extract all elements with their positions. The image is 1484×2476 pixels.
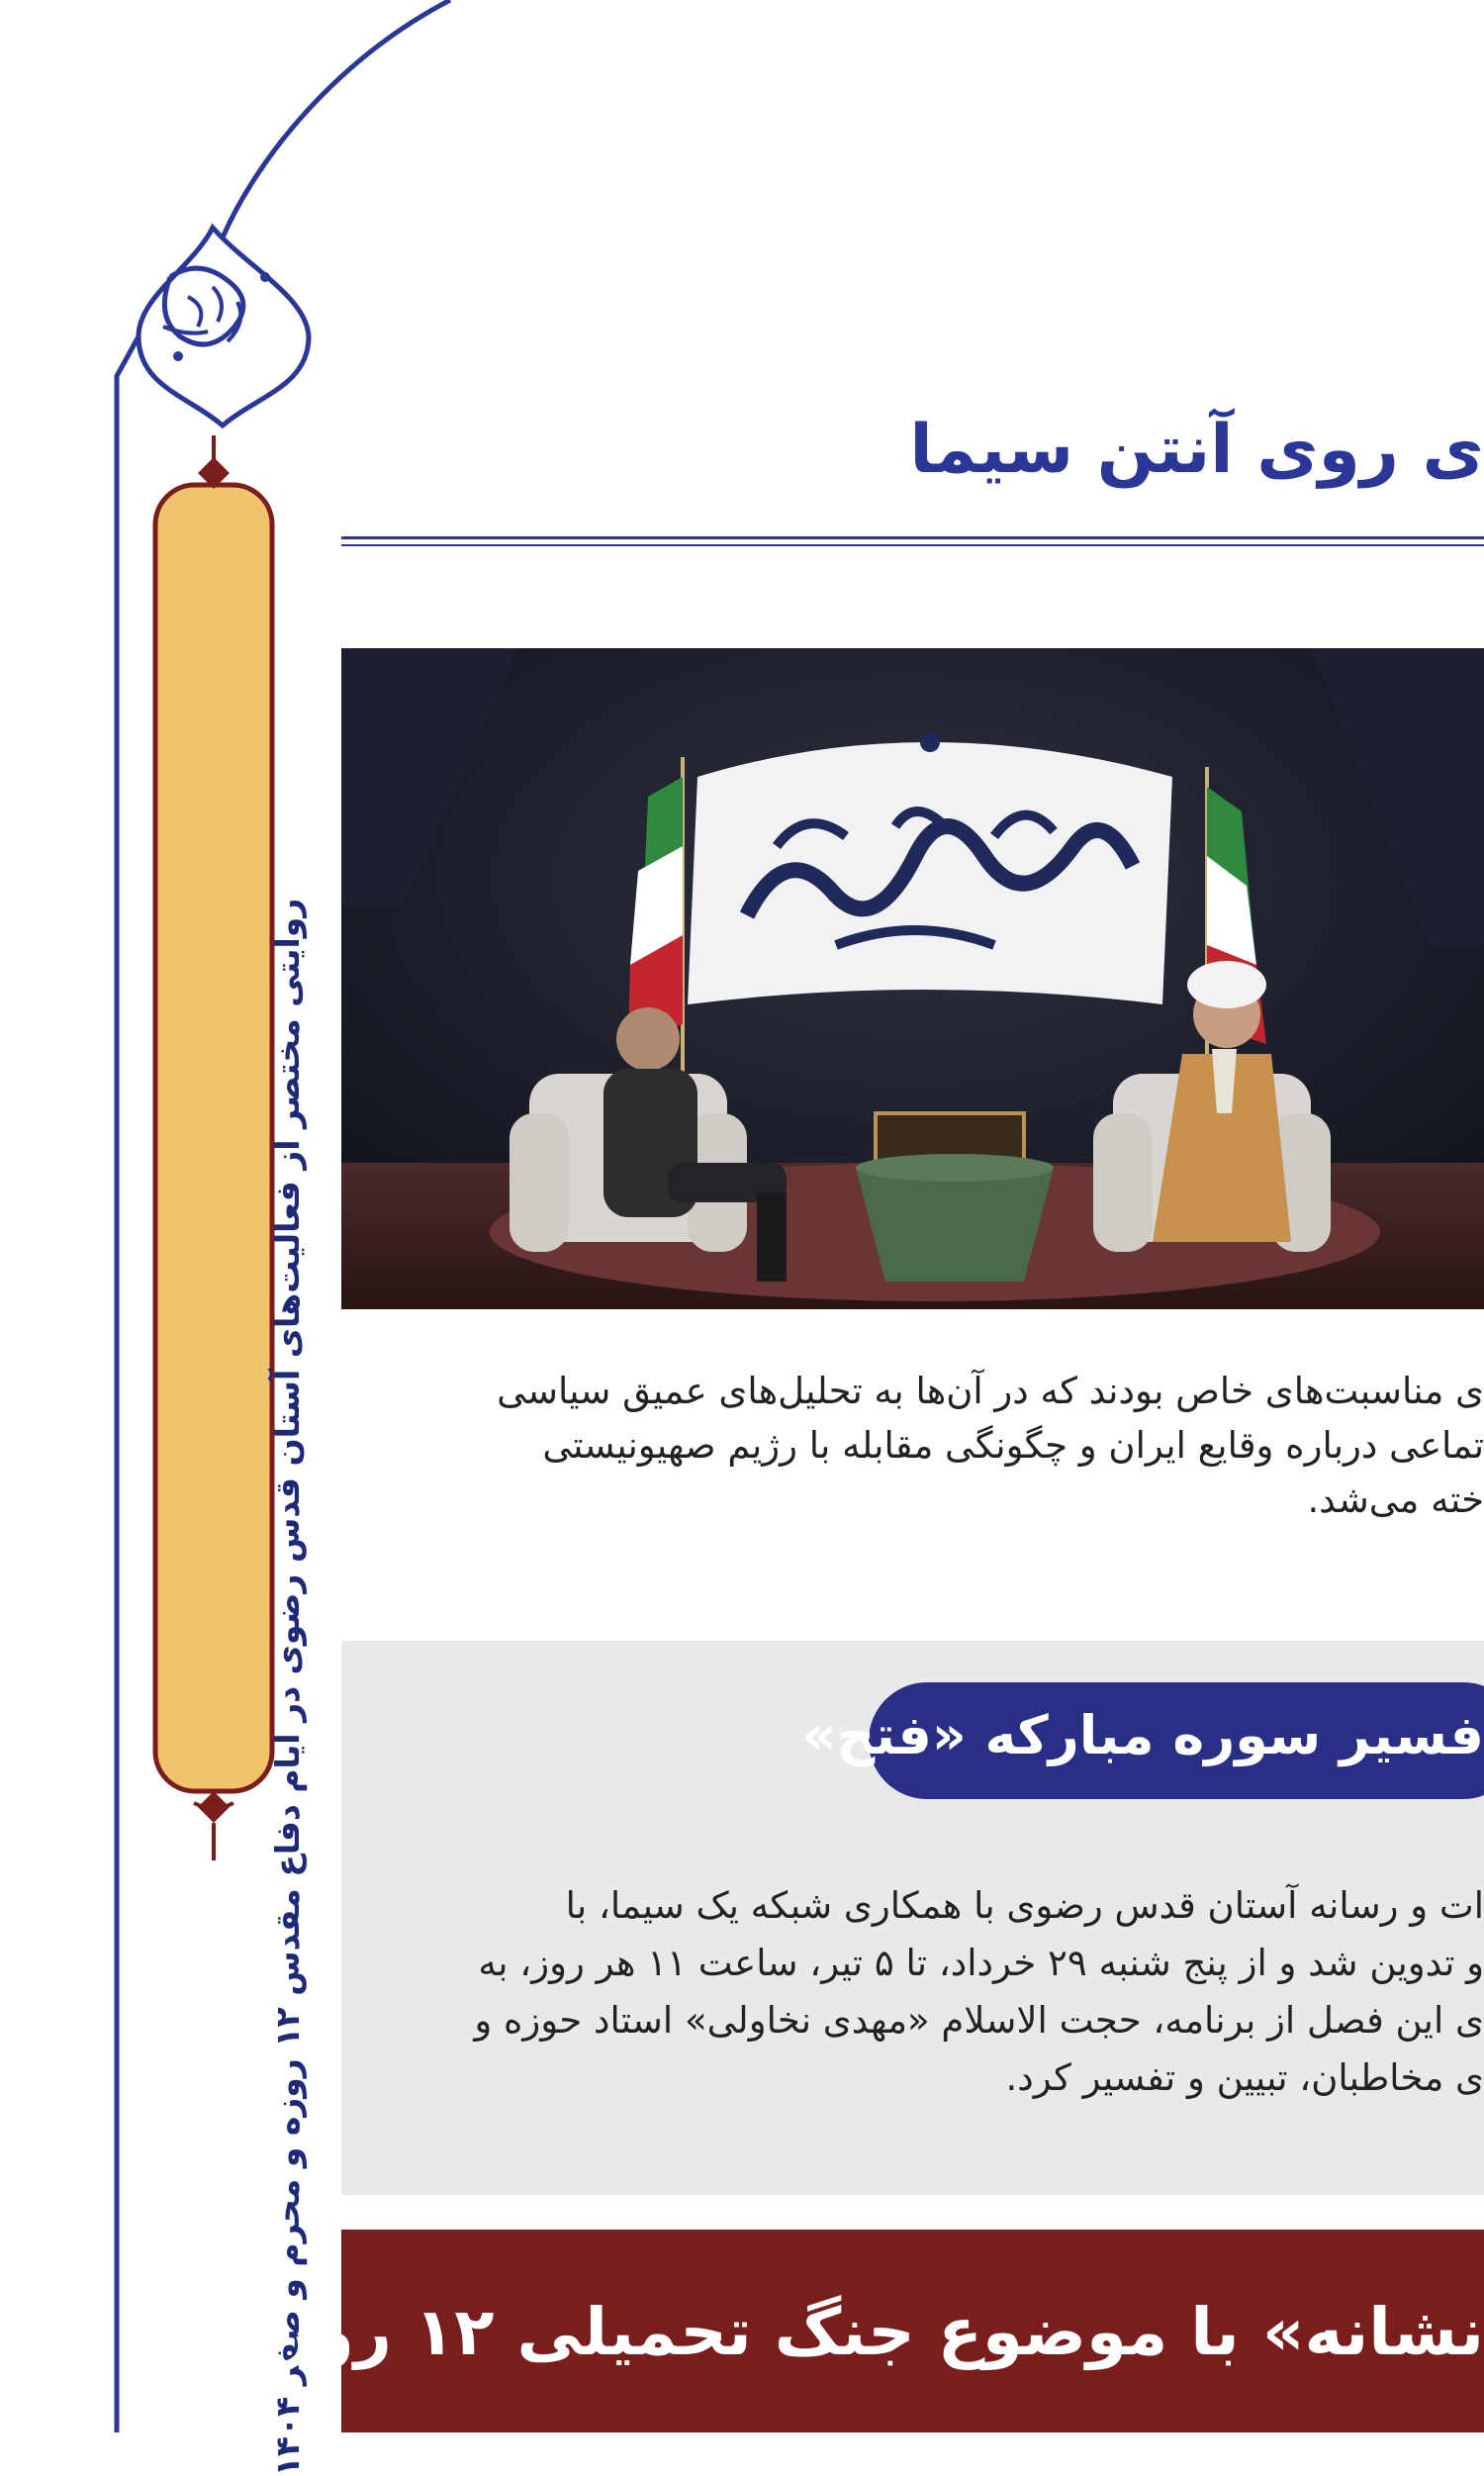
frame-arch-curve — [223, 0, 450, 238]
calligraphy-banner — [688, 732, 1172, 1004]
section1-paragraph-line-1: ی مناسبت‌های خاص بودند که در آن‌ها به تحلیل‌های عمیق سیاسی — [497, 1370, 1484, 1412]
sidebar-caption: روایتی مختصر از فعالیت‌های آستان قدس رضوی در ایام دفاع مقدس ۱۲ روزه و محرم و صفر ۱۴۰۴ — [267, 898, 307, 2476]
section2-paragraph-line-3: ی این فصل از برنامه، حجت الاسلام «مهدی نخاولی» استاد حوزه و — [474, 1999, 1484, 2042]
section3-title: نشانه» با موضوع جنگ تحمیلی ۱۲ روزه — [237, 2294, 1484, 2370]
section1-paragraph-line-3: خته می‌شد. — [1307, 1478, 1484, 1521]
section2-paragraph-line-4: ی مخاطبان، تبیین و تفسیر کرد. — [1005, 2056, 1484, 2099]
frame-left-border — [117, 336, 139, 2432]
title-rule-top — [341, 536, 1484, 539]
tv-studio-photo — [341, 648, 1484, 1309]
section1-paragraph-line-2: تماعی درباره وقایع ایران و چگونگی مقابله با رژیم صهیونیستی — [542, 1424, 1484, 1467]
section1-title: ی روی آنتن سیما — [909, 411, 1484, 489]
section2-title: فسیر سوره مبارکه «فتح» — [801, 1704, 1484, 1766]
medallion-logo — [139, 228, 309, 426]
section2-paragraph-line-1: ات و رسانه آستان قدس رضوی با همکاری شبکه یک سیما، با — [565, 1884, 1484, 1927]
coffee-table — [856, 1113, 1054, 1282]
title-rule-bottom — [341, 544, 1484, 546]
section2-paragraph-line-2: و تدوین شد و از پنج شنبه ۲۹ خرداد، تا ۵ تیر، ساعت ۱۱ هر روز، به — [478, 1942, 1484, 1984]
